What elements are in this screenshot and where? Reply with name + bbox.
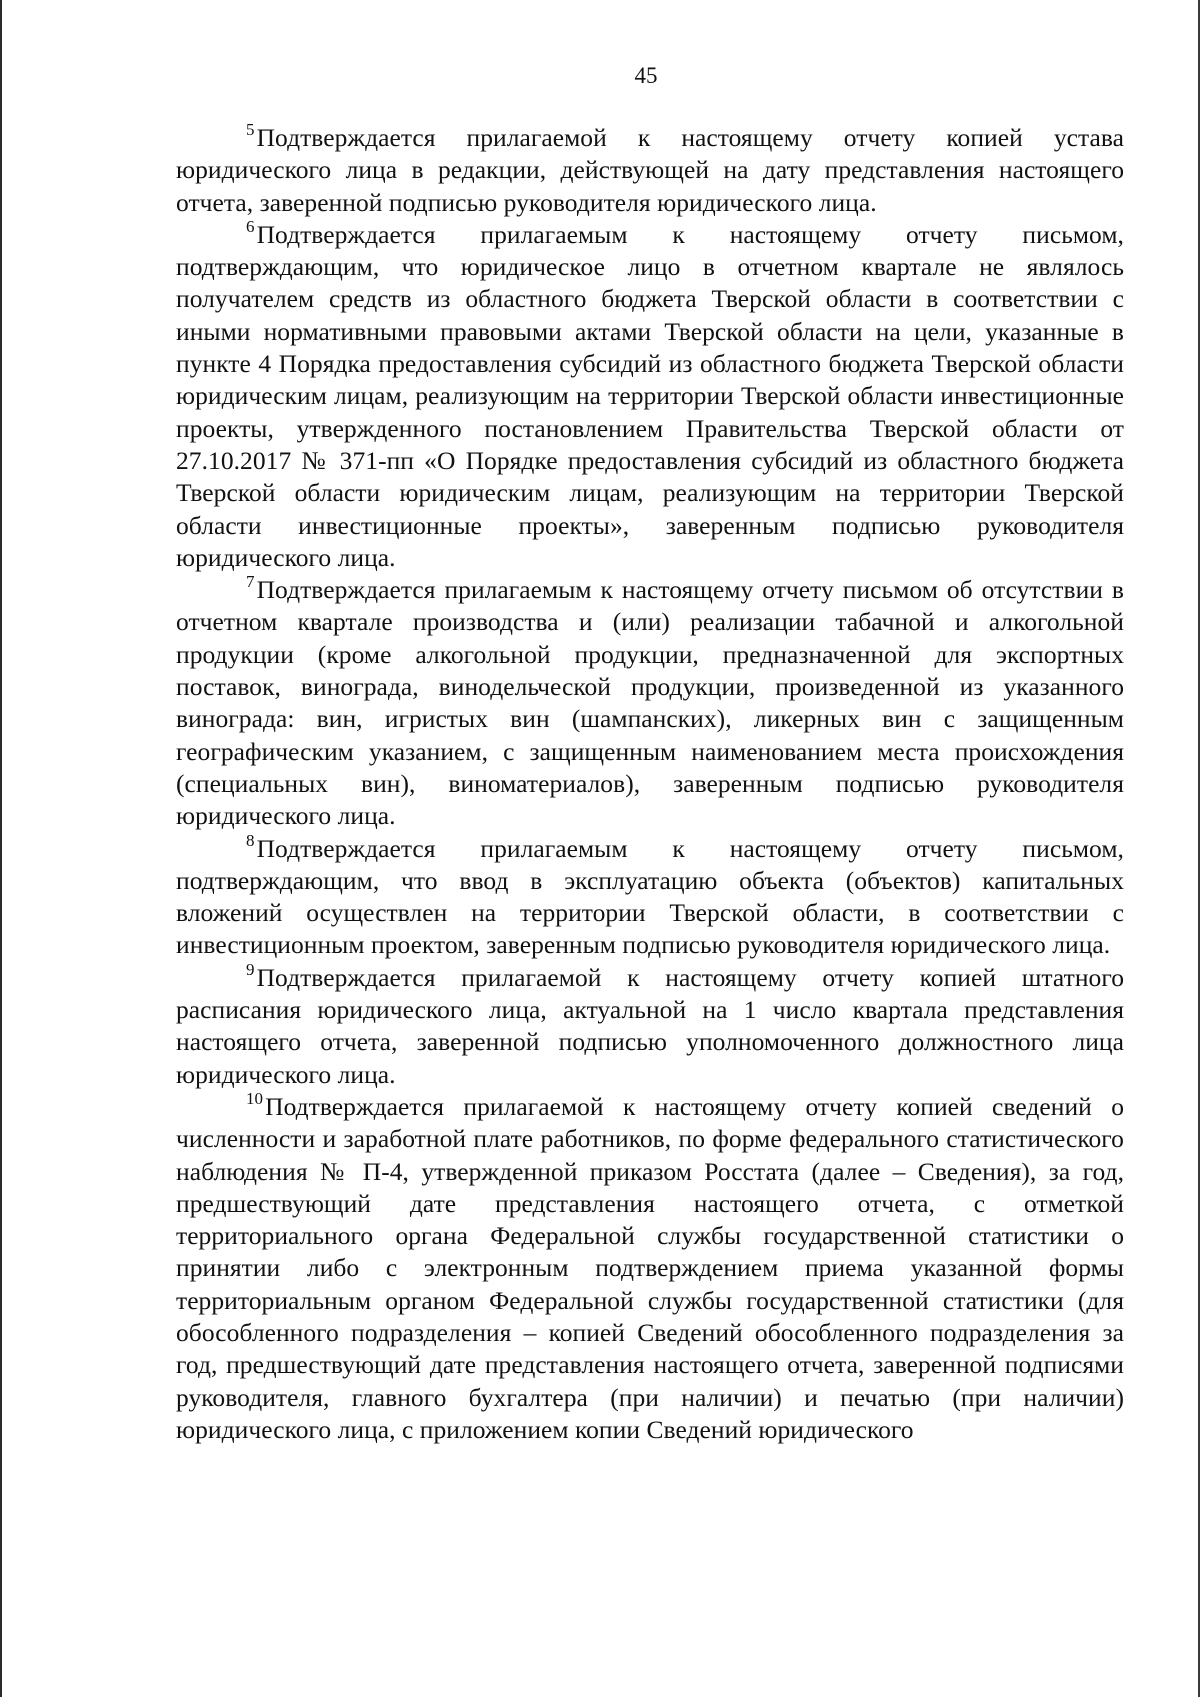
footnote-marker: 5	[246, 120, 255, 139]
footnote-marker: 6	[246, 216, 255, 236]
footnote-marker: 7	[246, 572, 255, 592]
footnotes-body	[176, 122, 1124, 1446]
footnote-text: Подтверждается прилагаемой к настоящему отчету копией сведений о численности и заработной плате работников, по форме федерального статистического наблюдения № П-4, утвержденной приказом Росстата (далее – Сведения), за год, предшествующий дате представления настоящего отчета, с отметкой территориального органа Федеральной службы государственной статистики о принятии либо с электронным подтверждением приема указанной формы территориальным органом Федеральной службы государственной статистики (для обособленного подразделения – копией Сведений обособленного подразделения за год, предшествующий дате представления настоящего отчета, заверенной подписями руководителя, главного бухгалтера (при наличии) и печатью (при наличии) юридического лица, с приложением копии Сведений юридического	[176, 1091, 1124, 1444]
footnote-text: Подтверждается прилагаемой к настоящему отчету копией штатного расписания юридического лица, актуальной на 1 число квартала представления настоящего отчета, заверенной подписью уполномоченного должностного лица юридического лица.	[176, 962, 1124, 1089]
footnote-5	[176, 122, 1124, 219]
footnote-marker: 9	[246, 959, 255, 979]
footnote-8	[176, 830, 1124, 962]
footnote-text: Подтверждается прилагаемым к настоящему отчету письмом, подтверждающим, что ввод в эксплуатацию объекта (объектов) капитальных вложений осуществлен на территории Тверской области, в соответствии с инвестиционным проектом, заверенным подписью руководителя юридического лица.	[176, 833, 1124, 960]
footnote-text: Подтверждается прилагаемой к настоящему отчету копией устава юридического лица в редакции, действующей на дату представления настоящего отчета, заверенной подписью руководителя юридического лица.	[176, 123, 1124, 217]
footnote-marker: 10	[246, 1088, 264, 1108]
scan-edge-left	[0, 0, 2, 1697]
page-number: 45	[634, 63, 658, 88]
footnote-7	[176, 574, 1124, 832]
footnote-marker: 8	[246, 830, 255, 850]
footnote-text: Подтверждается прилагаемым к настоящему отчету письмом об отсутствии в отчетном квартале производства и (или) реализации табачной и алкогольной продукции (кроме алкогольной продукции, предназначенной для экспортных поставок, винограда, винодельческой продукции, произведенной из указанного винограда: вин, игристых вин (шампанских), ликерных вин с защищенным географическим указанием, с защищенным наименованием места происхождения (специальных вин), виноматериалов), заверенным подписью руководителя юридического лица.	[176, 575, 1124, 831]
footnote-9	[176, 959, 1124, 1091]
footnote-10	[176, 1088, 1124, 1446]
footnote-6	[176, 216, 1124, 574]
footnote-text: Подтверждается прилагаемым к настоящему отчету письмом, подтверждающим, что юридическое лицо в отчетном квартале не являлось получателем средств из областного бюджета Тверской области в соответствии с иными нормативными правовыми актами Тверской области на цели, указанные в пункте 4 Порядка предоставления субсидий из областного бюджета Тверской области юридическим лицам, реализующим на территории Тверской области инвестиционные проекты, утвержденного постановлением Правительства Тверской области от 27.10.2017 № 371-пп «О Порядке предоставления субсидий из областного бюджета Тверской области юридическим лицам, реализующим на территории Тверской области инвестиционные проекты», заверенным подписью руководителя юридического лица.	[176, 219, 1124, 572]
